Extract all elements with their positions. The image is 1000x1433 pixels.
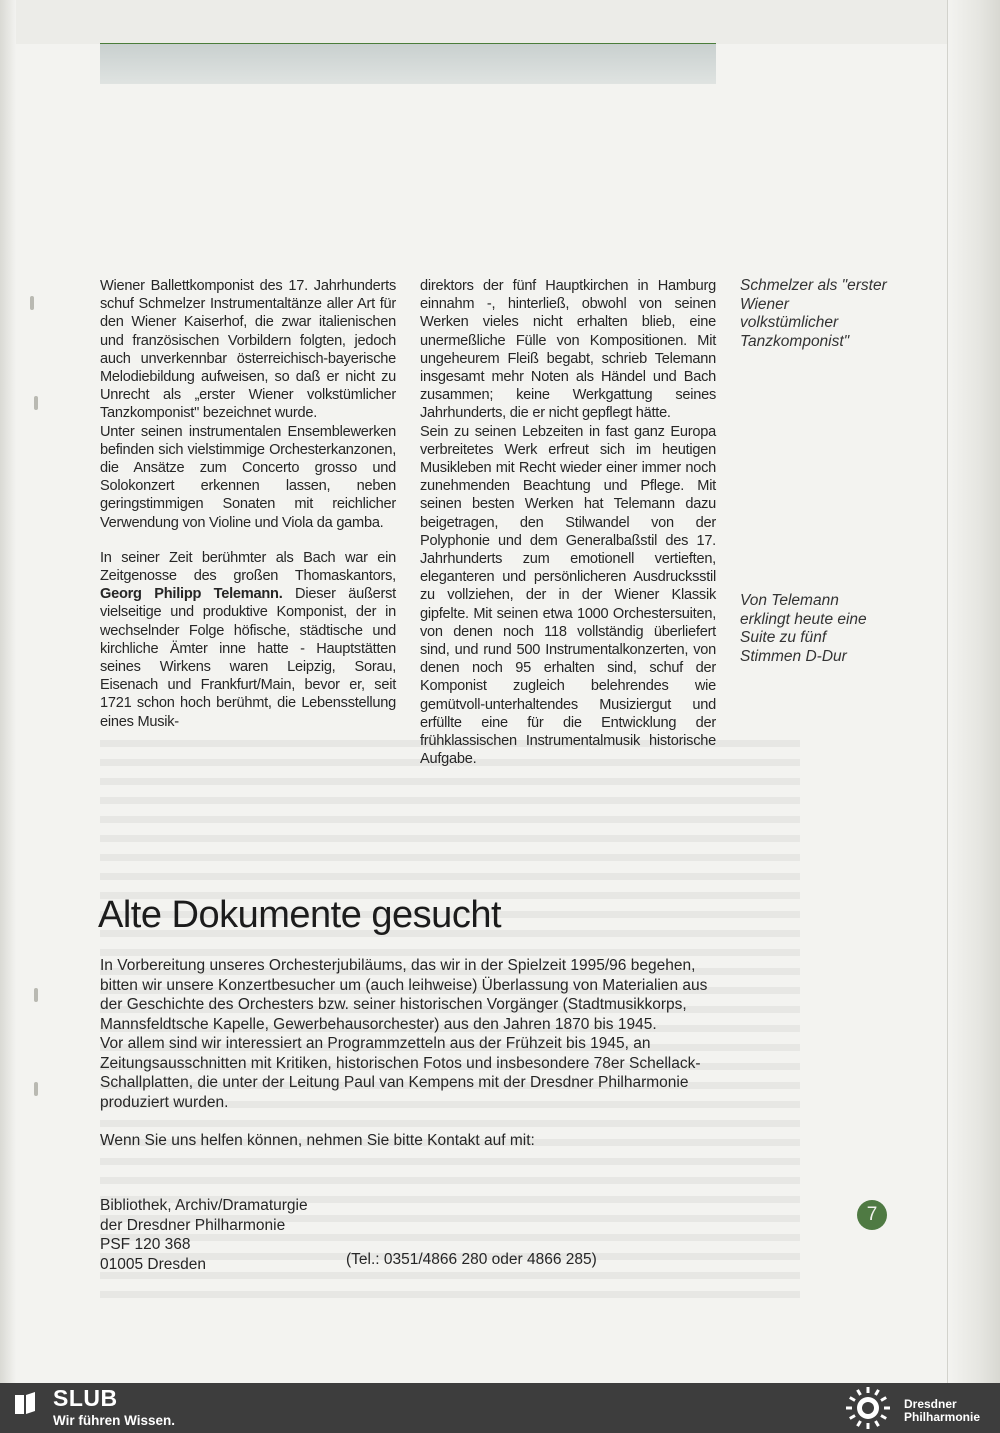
right-paragraph-1: direktors der fünf Hauptkirchen in Hamburg einnahm -, hinterließ, obwohl von seinen Werken vieles nicht erhalten blieb, eine unermeßliche Fülle von Kompositionen. Mit ungeheurem Fleiß begabt, schrieb Telemann insgesamt mehr Noten als Händel und Bach zusammen; keine Werkgattung seines Jahrhunderts, die er nicht gepflegt hätte. [420,278,716,422]
philharmonie-logo-icon [842,1385,894,1431]
binding-spine [0,0,16,1383]
paragraph-3-intro: In seiner Zeit berühmter als Bach war ein Zeitgenosse des großen Thomaskantors, [100,549,396,585]
notice-paragraph-2: Vor allem sind wir interessiert an Programmzetteln aus der Frühzeit bis 1945, an Zeitungsausschnitten mit Kritiken, historischen Fotos und insbesondere 78er Schellack-Schallplatten, die unter der Leitung Paul van Kempens mit der Dresdner Philharmonie produziert wurden. [100,1035,701,1111]
binding-hole [30,296,34,310]
contact-line: Bibliothek, Archiv/Dramaturgie [100,1197,308,1214]
paragraph-3-rest: Dieser äußerst vielseitige und produktive Komponist, der in wechselnder Folge höfische, städtische und kirchliche Ämter inne hatte - Hauptstätten seines Wirkens waren Leipzig, Sorau, Eisenach und Frankfurt/Main, bevor er, seit 1721 schon hoch berühmt, die Lebensstellung eines Musik- [100,586,396,730]
left-text-column [100,277,396,731]
partner-name-line-2: Philharmonie [904,1410,981,1424]
library-tagline: Wir führen Wissen. [53,1413,176,1428]
contact-line: der Dresdner Philharmonie [100,1216,286,1234]
left-paragraph-2: Unter seinen instrumentalen Ensemblewerken befinden sich vielstimmige Orchesterkanzonen, die Ansätze zum Concerto grosso und Solokonzert erkennen lassen, neben geringstimmigen Sonaten mit reichlicher Verwendung von Violine und Viola da gamba. [100,423,396,531]
contact-line: 01005 Dresden [100,1255,206,1273]
notice-body [100,956,718,1151]
notice-headline: Alte Dokumente gesucht [98,894,502,936]
right-text-column [420,277,716,768]
partner-name-line-1: Dresdner [904,1397,957,1411]
binding-hole [34,988,38,1002]
page-number-badge: 7 [857,1200,887,1230]
sidenote-schmelzer: Schmelzer als "erster Wiener volkstümlicher Tanzkomponist" [740,277,887,350]
right-paragraph-2: Sein zu seinen Lebzeiten in fast ganz Europa verbreitetes Werk erfreut sich im heutigen Musikleben mit Recht wieder einer immer noch zunehmenden Beachtung und Pflege. Mit seinen besten Werken hat Telemann dazu beigetragen, den Stilwandel von der Polyphonie und dem Generalbaßstil des 17. Jahrhunderts zum emotionell vertieften, eleganteren und persönlicheren Ausdrucksstil zu vollziehen, der in der Wiener Klassik gipfelte. Mit seinen etwa 1000 Orchestersuiten, von denen noch 118 vollständig überliefert sind, und rund 500 Instrumentalkonzerten, von denen noch 95 erhalten sind, schuf der Komponist zugleich belehrendes wie gemütvoll-unterhaltendes Musiziergut und erfüllte eine für die Entwicklung der frühklassischen Instrumentalmusik historische Aufgabe. [420,423,716,768]
composer-name: Georg Philipp Telemann. [100,586,283,603]
binding-hole [34,1082,38,1096]
notice-paragraph-1: In Vorbereitung unseres Orchesterjubiläums, das wir in der Spielzeit 1995/96 begehen, bitten wir unsere Konzertbesucher um (auch leihweise) Überlassung von Materialien aus der Geschichte des Orchesters bzw. seiner historischen Vorgänger (Stadtmusikkorps, Mannsfeldtsche Kapelle, Gewerbehausorchester) aus den Jahren 1870 bis 1945. [100,957,708,1033]
partner-name [904,1398,980,1424]
sidenote-telemann: Von Telemann erklingt heute eine Suite zu fünf Stimmen D-Dur [740,592,867,665]
slub-logo-icon [13,1390,39,1416]
binding-hole [34,396,38,410]
left-paragraph-3 [100,549,396,731]
notice-paragraph-3: Wenn Sie uns helfen können, nehmen Sie bitte Kontakt auf mit: [100,1132,535,1149]
left-paragraph-1: Wiener Ballettkomponist des 17. Jahrhunderts schuf Schmelzer Instrumentaltänze aller Art für den Wiener Kaiserhof, die zwar italienischen und französischen Vorbildern folgten, jedoch auch unverkennbar österreichisch-bayerische Melodiebildung aufweisen, so daß er nicht zu Unrecht als „erster Wiener volkstümlicher Tanzkomponist" bezeichnet wurde. [100,278,396,422]
library-name: SLUB [53,1385,118,1411]
page-edge [947,0,1000,1383]
top-band [0,0,1000,44]
contact-line: PSF 120 368 [100,1236,191,1253]
contact-telephone: (Tel.: 0351/4866 280 oder 4866 285) [346,1251,597,1268]
header-strip [100,44,716,84]
